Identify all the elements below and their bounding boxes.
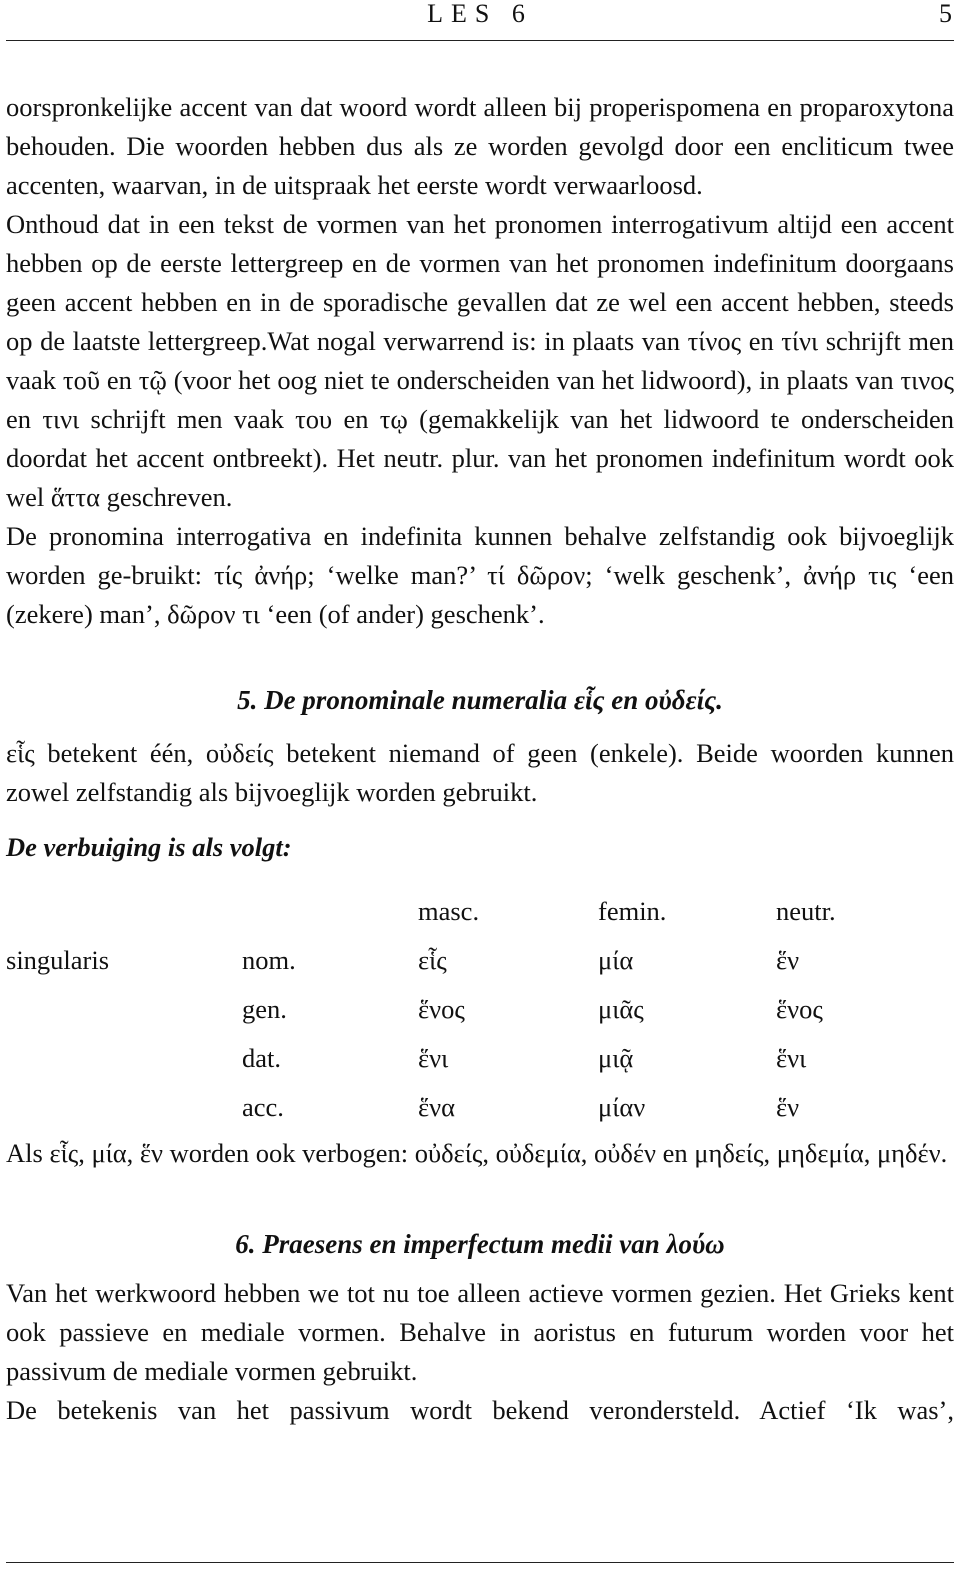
form-masc: ἕνι: [418, 1043, 449, 1073]
paragraph-accent-retention: oorspronkelijke accent van dat woord wordt alleen bij properispomena en proparoxytona behouden. Die woorden hebben dus als ze worden gevolgd door een encliticum twee accenten, waarvan, in de uitspraak het eerste wordt verwaarloosd.: [6, 92, 954, 200]
form-neutr: ἕνι: [776, 1043, 807, 1073]
paragraph-heis-oudeis: εἷς betekent één, οὐδείς betekent niemand of geen (enkele). Beide woorden kunnen zowel zelfstandig als bijvoeglijk worden gebruikt.: [6, 738, 954, 807]
column-header-masc: masc.: [418, 896, 480, 926]
declension-header-row: [6, 887, 836, 936]
paragraph-adjectival-use: De pronomina interrogativa en indefinita kunnen behalve zelfstandig ook bijvoeglijk worden ge-bruikt: τίς ἀνήρ; ‘welke man?’ τί δῶρον; ‘welk geschenk’, ἀνήρ τις ‘een (zekere) man’, δῶρον τι ‘een (of ander) geschenk’.: [6, 521, 954, 629]
running-title: LES 6: [427, 0, 533, 28]
case-label: dat.: [242, 1043, 281, 1073]
paragraph-middle-voice: Van het werkwoord hebben we tot nu toe alleen actieve vormen gezien. Het Grieks kent ook passieve en mediale vormen. Behalve in aoristus en futurum worden voor het passivum de mediale vormen gebruikt.: [6, 1278, 954, 1386]
form-femin: μιᾶς: [598, 994, 644, 1024]
form-masc: ἕνα: [418, 1092, 455, 1122]
form-masc: ἕνος: [418, 994, 465, 1024]
section-5-heading: 5. De pronominale numeralia εἷς en οὐδείς.: [237, 685, 723, 715]
form-femin: μιᾷ: [598, 1043, 634, 1073]
declension-row: [6, 1034, 836, 1083]
declension-row: [6, 936, 836, 985]
column-header-neutr: neutr.: [776, 896, 836, 926]
column-header-femin: femin.: [598, 896, 667, 926]
case-label: nom.: [242, 945, 296, 975]
form-neutr: ἕνος: [776, 994, 823, 1024]
page-body: [6, 88, 954, 1430]
form-femin: μίαν: [598, 1092, 646, 1122]
paragraph-interrogative-indefinite: Onthoud dat in een tekst de vormen van het pronomen interrogativum altijd een accent hebben op de eerste lettergreep en de vormen van het pronomen indefinitum doorgaans geen accent hebben en in de sporadische gevallen dat ze wel een accent hebben, steeds op de laatste lettergreep.Wat nogal verwarrend is: in plaats van τίνος en τίνι schrijft men vaak τοῦ en τῷ (voor het oog niet te onderscheiden van het lidwoord), in plaats van τινος en τινι schrijft men vaak του en τῳ (gemakkelijk van het lidwoord te onderscheiden doordat het accent ontbreekt). Het neutr. plur. van het pronomen indefinitum wordt ook wel ἅττα geschreven.: [6, 209, 954, 512]
paragraph-also-declined: Als εἷς, μία, ἕν worden ook verbogen: οὐδείς, οὐδεμία, οὐδέν en μηδείς, μηδεμία, μηδέν.: [6, 1138, 948, 1168]
footer-rule: [6, 1562, 954, 1563]
number-label: singularis: [6, 945, 110, 975]
form-masc: εἷς: [418, 945, 447, 975]
declension-row: [6, 985, 836, 1034]
case-label: acc.: [242, 1092, 284, 1122]
declension-table: [6, 887, 836, 1132]
case-label: gen.: [242, 994, 287, 1024]
section-6-heading: 6. Praesens en imperfectum medii van λούω: [235, 1229, 725, 1259]
page-header: [6, 0, 954, 41]
paragraph-passive-meaning: De betekenis van het passivum wordt bekend verondersteld. Actief ‘Ik was’,: [6, 1395, 954, 1425]
form-femin: μία: [598, 945, 634, 975]
declension-row: [6, 1083, 836, 1132]
form-neutr: ἕν: [776, 945, 800, 975]
declension-intro: De verbuiging is als volgt:: [6, 832, 292, 862]
page-number: 5: [939, 0, 952, 28]
form-neutr: ἕν: [776, 1092, 800, 1122]
